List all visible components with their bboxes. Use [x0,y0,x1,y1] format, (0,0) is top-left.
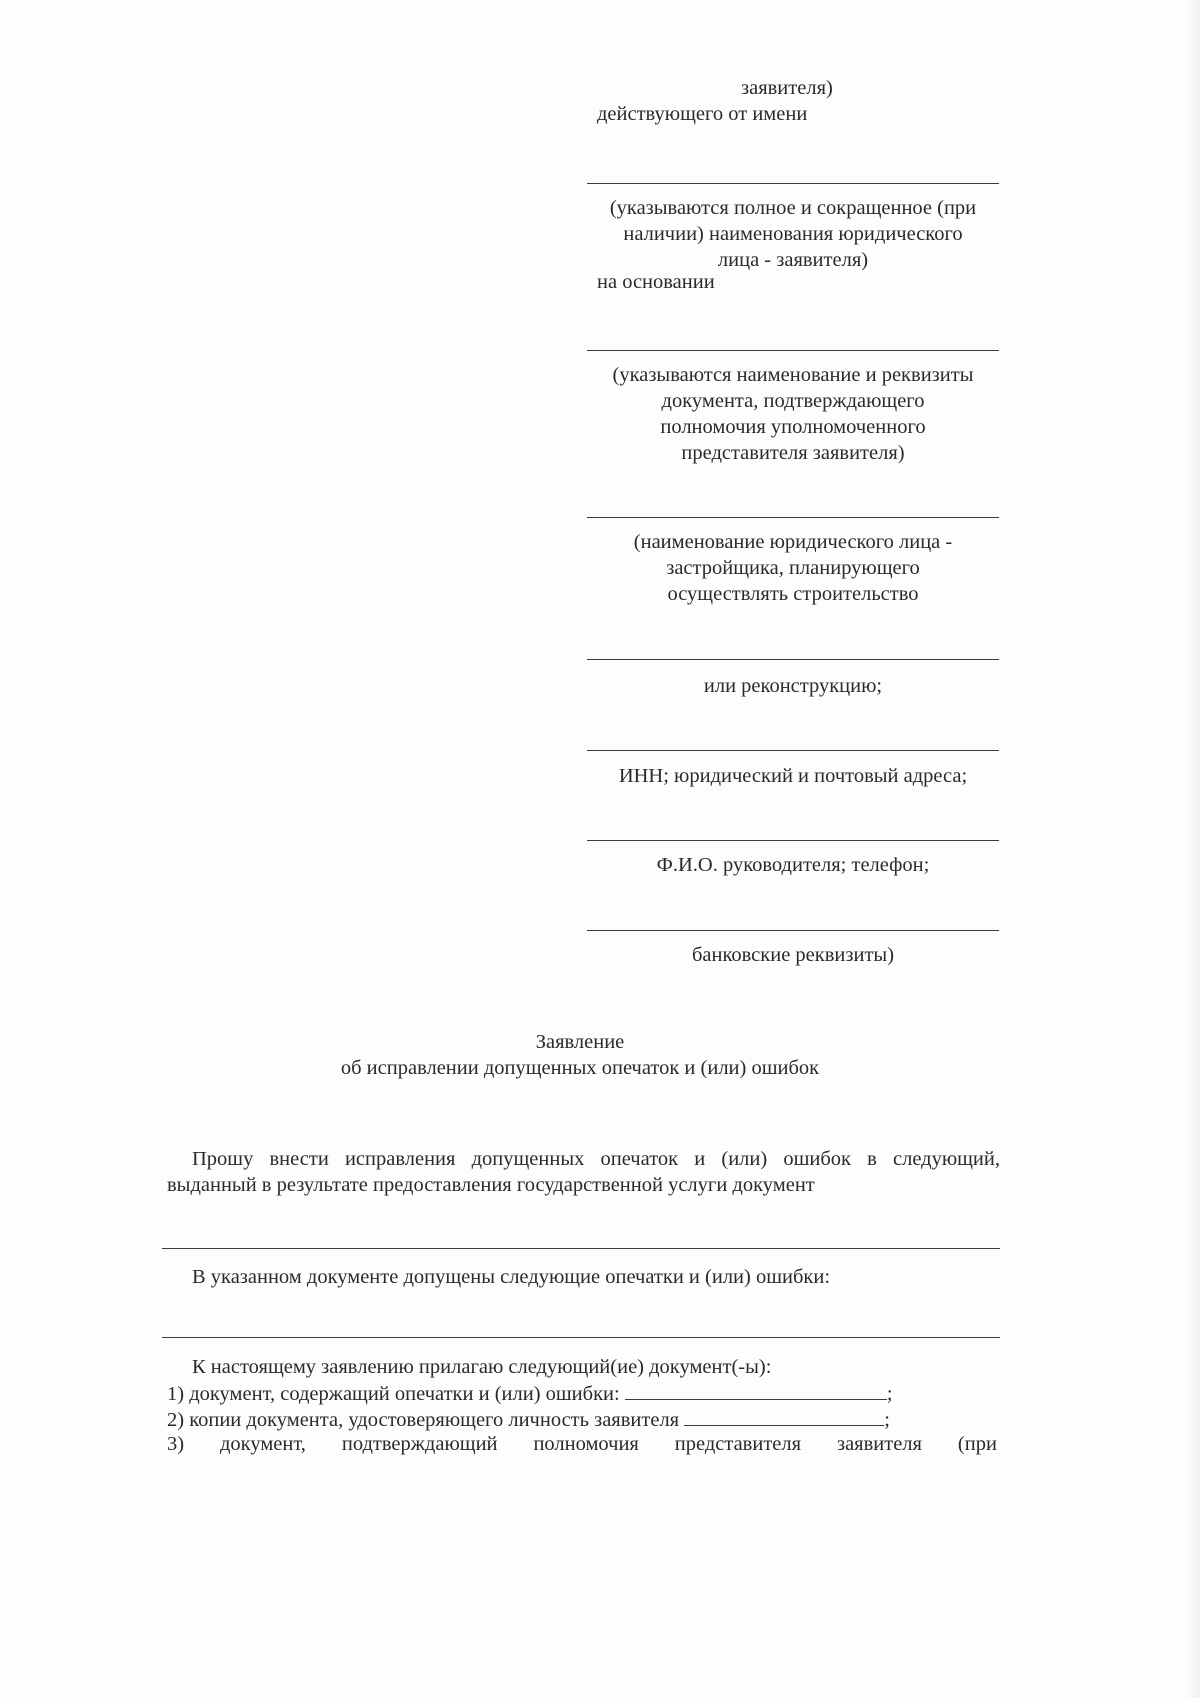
caption-reconstruction: или реконструкцию; [703,675,883,697]
caption-developer-2: застройщика, планирующего [666,557,920,579]
header-zayavitelya: заявителя) [741,77,833,99]
caption-bank: банковские реквизиты) [691,944,895,966]
document-subtitle: об исправлении допущенных опечаток и (или) ошибок [340,1057,820,1079]
attachment-item-1 [167,1379,893,1408]
caption-fio: Ф.И.О. руководителя; телефон; [656,854,930,876]
attachment-item-2-terminator: ; [884,1409,890,1431]
attachment-item-2-blank [684,1405,884,1426]
caption-inn: ИНН; юридический и почтовый адреса; [618,765,968,787]
attachment-item-2-text: 2) копии документа, удостоверяющего личность заявителя [167,1409,680,1431]
attachment-item-3 [167,1431,997,1458]
blank-line-inn [587,750,999,751]
caption-document-3: полномочия уполномоченного [660,416,926,438]
blank-line-document [587,350,999,351]
blank-line-issued-document [162,1248,1000,1249]
caption-legal-names-1: (указываются полное и сокращенное (при [609,197,977,219]
attachment-item-1-text: 1) документ, содержащий опечатки и (или) ошибки: [167,1383,620,1405]
header-deystvuyushchego: действующего от имени [597,103,808,125]
caption-document-2: документа, подтверждающего [661,390,925,412]
attachment-item-3-word: полномочия [533,1433,639,1455]
header-na-osnovanii: на основании [597,271,715,293]
caption-legal-names-3: лица - заявителя) [717,249,869,271]
attachment-item-3-word: (при [957,1433,997,1455]
attachment-item-1-terminator: ; [886,1383,893,1405]
attachment-item-3-word: подтверждающий [341,1433,498,1455]
request-text-line-1: Прошу внести исправления допущенных опечаток и (или) ошибок в следующий, [192,1148,1000,1170]
errors-intro-text: В указанном документе допущены следующие опечатки и (или) ошибки: [192,1266,831,1288]
blank-line-legal-name [587,183,999,184]
scan-edge-shadow [1186,0,1200,1698]
caption-document-1: (указываются наименование и реквизиты [612,364,974,386]
caption-legal-names-2: наличии) наименования юридического [623,223,963,245]
attachment-item-3-word: 3) [167,1433,185,1455]
caption-document-4: представителя заявителя) [681,442,905,464]
attachment-item-3-word: документ, [220,1433,306,1455]
caption-developer-1: (наименование юридического лица - [633,531,953,553]
request-text-line-2: выданный в результате предоставления государственной услуги документ [167,1174,815,1196]
document-title: Заявление [535,1031,625,1053]
blank-line-fio [587,840,999,841]
attachment-item-3-word: заявителя [836,1433,922,1455]
blank-line-developer [587,517,999,518]
blank-line-errors [162,1337,1000,1338]
attachment-item-1-blank [625,1379,887,1400]
blank-line-reconstruction [587,659,999,660]
attachment-item-3-word: представителя [674,1433,802,1455]
blank-line-bank [587,930,999,931]
caption-developer-3: осуществлять строительство [667,583,919,605]
attachment-item-2 [167,1405,890,1434]
attachments-intro-text: К настоящему заявлению прилагаю следующий(ие) документ(-ы): [192,1356,772,1378]
